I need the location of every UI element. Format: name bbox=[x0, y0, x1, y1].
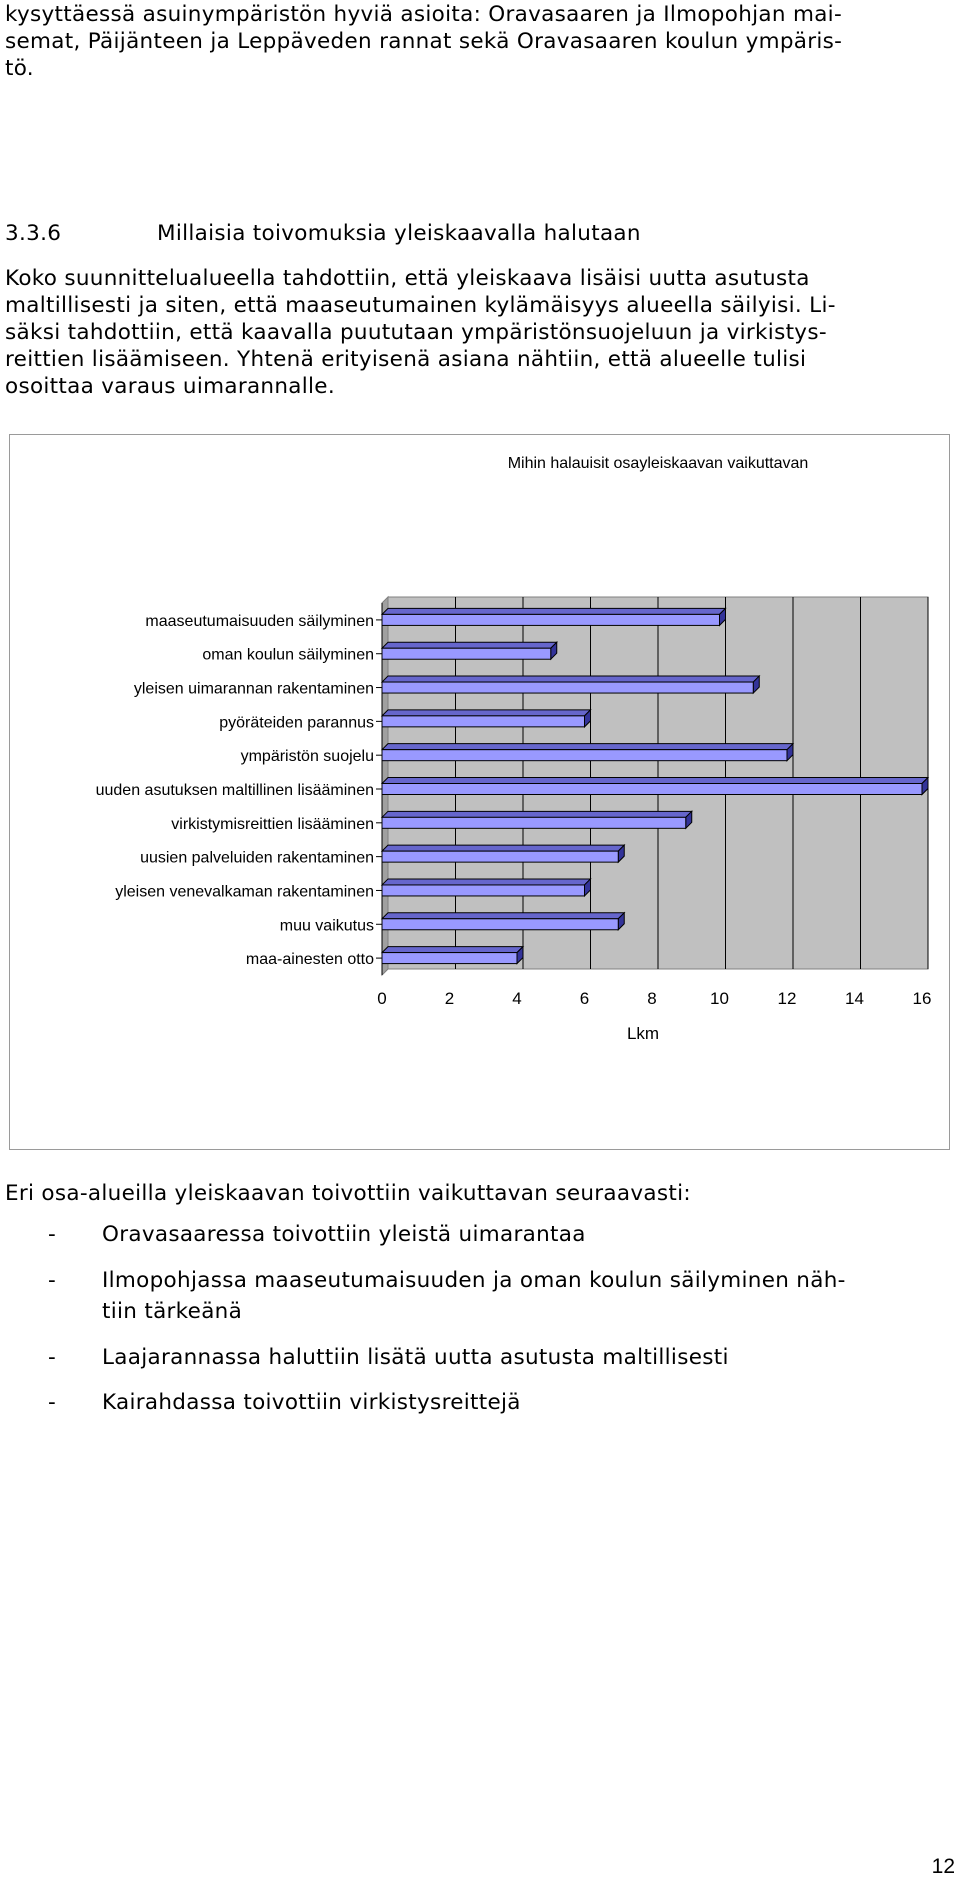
intro-line: kysyttäessä asuinympäristön hyviä asioita: Oravasaaren ja Ilmopohjan mai- bbox=[5, 2, 842, 27]
bar-top bbox=[382, 811, 692, 817]
bar-top bbox=[382, 947, 523, 953]
bar-top bbox=[382, 744, 793, 750]
list-dash: - bbox=[48, 1268, 56, 1293]
category-label: pyöräteiden parannus bbox=[219, 714, 374, 732]
x-tick-label: 6 bbox=[579, 989, 590, 1008]
bar-top bbox=[382, 608, 726, 614]
bar bbox=[382, 614, 720, 625]
bar-top bbox=[382, 778, 928, 784]
bar-top bbox=[382, 710, 591, 716]
x-tick-label: 10 bbox=[710, 989, 729, 1008]
category-label: uusien palveluiden rakentaminen bbox=[140, 849, 374, 867]
bar bbox=[382, 953, 517, 964]
chart-title: Mihin halauisit osayleiskaavan vaikuttavan bbox=[507, 455, 809, 472]
bar-top bbox=[382, 879, 591, 885]
bar bbox=[382, 784, 922, 795]
body-line: säksi tahdottiin, että kaavalla puututaan ympäristönsuojeluun ja virkistys- bbox=[5, 320, 827, 345]
bar-top bbox=[382, 676, 759, 682]
section-title: Millaisia toivomuksia yleiskaavalla halutaan bbox=[157, 221, 641, 246]
plot-area bbox=[96, 597, 928, 975]
page-number: 12 bbox=[931, 1855, 955, 1878]
category-label: oman koulun säilyminen bbox=[202, 646, 374, 664]
category-label: uuden asutuksen maltillinen lisääminen bbox=[95, 782, 374, 799]
category-label: ympäristön suojelu bbox=[240, 748, 374, 766]
bar bbox=[382, 648, 551, 659]
x-axis-label: Lkm bbox=[626, 1024, 660, 1043]
bar-top bbox=[382, 642, 557, 648]
body-line: osoittaa varaus uimarannalle. bbox=[5, 374, 335, 399]
bar bbox=[382, 817, 686, 828]
list-dash: - bbox=[48, 1390, 56, 1415]
x-tick-label: 0 bbox=[377, 989, 387, 1008]
category-label: maa-ainesten otto bbox=[245, 951, 374, 969]
x-tick-label: 14 bbox=[845, 989, 864, 1008]
category-label: virkistymisreittien lisääminen bbox=[171, 815, 374, 833]
summary-intro: Eri osa-alueilla yleiskaavan toivottiin vaikuttavan seuraavasti: bbox=[5, 1181, 691, 1206]
list-item-continuation: tiin tärkeänä bbox=[102, 1299, 243, 1324]
category-label: yleisen venevalkaman rakentaminen bbox=[115, 883, 374, 901]
bar bbox=[382, 716, 585, 727]
bar-top bbox=[382, 845, 624, 851]
x-tick-label: 4 bbox=[512, 989, 522, 1008]
body-line: maltillisesti ja siten, että maaseutumainen kylämäisyys alueella säilyisi. Li- bbox=[5, 293, 836, 318]
body-line: Koko suunnittelualueella tahdottiin, että yleiskaava lisäisi uutta asutusta bbox=[5, 266, 810, 291]
intro-line: tö. bbox=[5, 56, 34, 81]
body-line: reittien lisäämiseen. Yhtenä erityisenä asiana nähtiin, että alueelle tulisi bbox=[5, 347, 807, 372]
bar bbox=[382, 682, 753, 693]
x-tick-label: 2 bbox=[444, 989, 455, 1008]
bar-chart bbox=[9, 434, 950, 1150]
list-item: Oravasaaressa toivottiin yleistä uimarantaa bbox=[102, 1222, 586, 1247]
section-number: 3.3.6 bbox=[5, 221, 62, 246]
category-label: maaseutumaisuuden säilyminen bbox=[145, 612, 374, 630]
bar bbox=[382, 885, 585, 896]
list-dash: - bbox=[48, 1345, 56, 1370]
bar bbox=[382, 919, 618, 930]
x-tick-label: 12 bbox=[777, 989, 797, 1008]
x-tick-label: 8 bbox=[647, 989, 657, 1008]
category-label: yleisen uimarannan rakentaminen bbox=[133, 680, 374, 698]
bar bbox=[382, 750, 787, 761]
bar bbox=[382, 851, 618, 862]
list-item: Laajarannassa haluttiin lisätä uutta asutusta maltillisesti bbox=[102, 1345, 729, 1370]
chart-canvas bbox=[10, 435, 951, 1151]
x-tick-label: 16 bbox=[912, 989, 932, 1008]
list-item: Ilmopohjassa maaseutumaisuuden ja oman koulun säilyminen näh- bbox=[102, 1268, 846, 1293]
bar-top bbox=[382, 913, 624, 919]
list-item: Kairahdassa toivottiin virkistysreittejä bbox=[102, 1390, 521, 1415]
list-dash: - bbox=[48, 1222, 56, 1247]
category-label: muu vaikutus bbox=[279, 917, 374, 935]
intro-line: semat, Päijänteen ja Leppäveden rannat sekä Oravasaaren koulun ympäris- bbox=[5, 29, 843, 54]
